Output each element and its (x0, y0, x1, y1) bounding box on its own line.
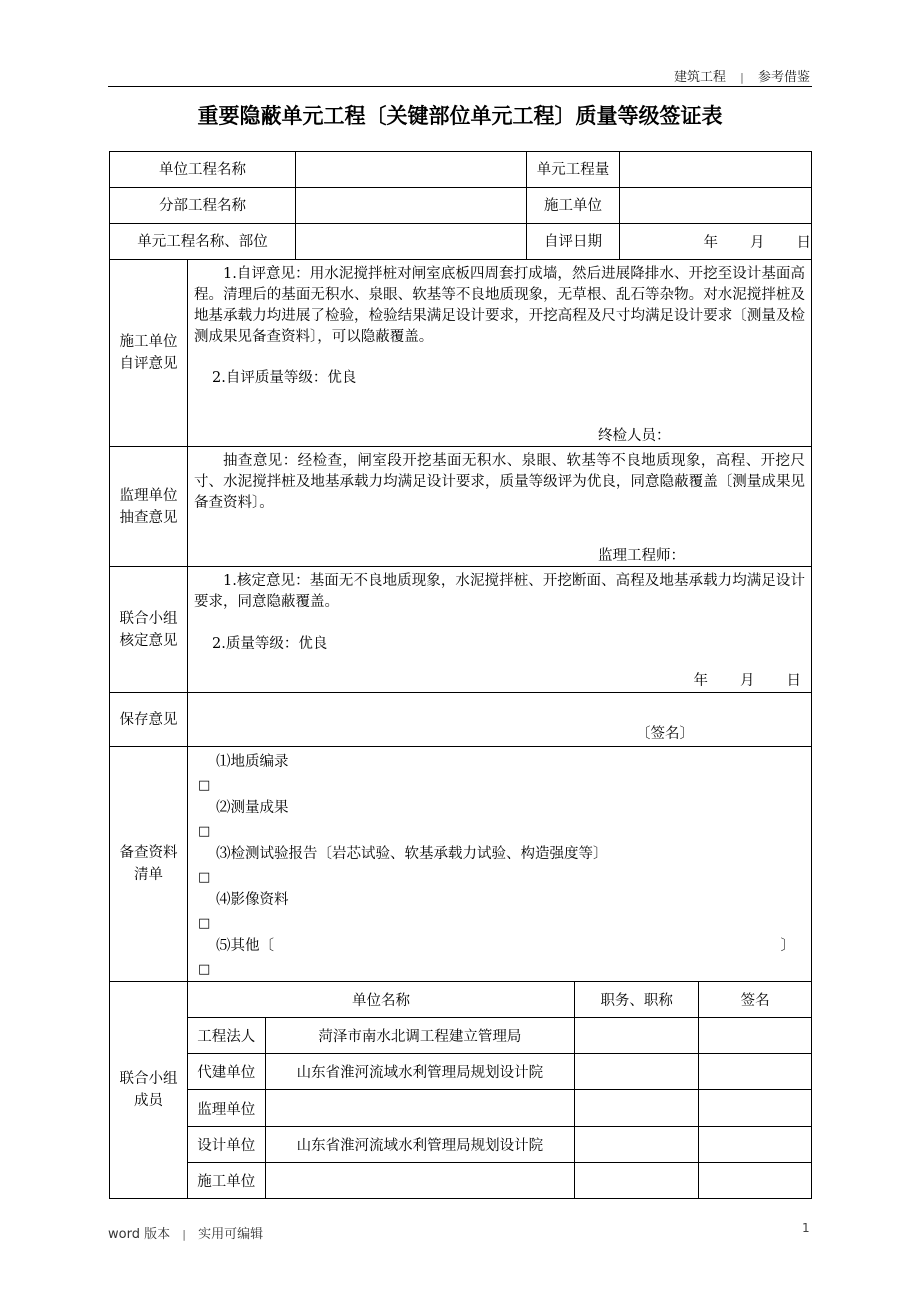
self-eval-opinion: 1.自评意见：用水泥搅拌桩对闸室底板四周套打成墙，然后进展降排水、开挖至设计基面高程。清理后的基面无积水、泉眼、软基等不良地质现象，无草根、乱石等杂物。对水泥搅拌桩及地基承载力均进展了检验，检验结果满足设计要求，开挖高程及尺寸均满足设计要求〔测量及检测成果见备查资料〕，可以隐蔽覆盖。 (194, 266, 805, 345)
member-role: 代建单位 (188, 1054, 265, 1090)
reference-docs-content (188, 747, 812, 982)
construction-unit-value[interactable] (620, 188, 812, 224)
member-position[interactable] (575, 1054, 699, 1090)
doc-item-other-row (198, 935, 811, 958)
reference-docs-row (110, 747, 812, 982)
self-eval-date-value[interactable] (620, 224, 812, 260)
supervisor-signature[interactable]: 监理工程师： (598, 548, 685, 564)
joint-review-row (110, 567, 812, 693)
header-tagline: 参考借鉴 (757, 70, 810, 85)
footer-note: 实用可编辑 (198, 1227, 264, 1242)
date-day: 日 (796, 235, 811, 251)
page-header (674, 66, 810, 85)
member-row (188, 1126, 811, 1162)
member-position[interactable] (575, 1126, 699, 1162)
date-day: 日 (786, 673, 801, 689)
member-signature[interactable] (699, 1054, 811, 1090)
member-role: 设计单位 (188, 1126, 265, 1162)
col-header-signature: 签名 (699, 982, 811, 1018)
member-unit (265, 1162, 574, 1198)
construction-unit-label: 施工单位 (527, 188, 620, 224)
supervision-row (110, 447, 812, 567)
member-unit: 山东省淮河流域水利管理局规划设计院 (265, 1126, 574, 1162)
element-name-location-value[interactable] (296, 224, 527, 260)
self-eval-label: 施工单位自评意见 (110, 260, 188, 447)
members-header-row (188, 982, 811, 1018)
doc-item-other-close: 〕 (780, 938, 795, 954)
self-eval-date-label: 自评日期 (527, 224, 620, 260)
members-row (110, 982, 812, 1199)
joint-review-content (188, 567, 812, 693)
reference-docs-list (188, 747, 811, 981)
member-role: 施工单位 (188, 1162, 265, 1198)
preservation-row (110, 693, 812, 747)
unit-project-name-value[interactable] (296, 152, 527, 188)
member-row (188, 1018, 811, 1054)
member-unit: 菏泽市南水北调工程建立管理局 (265, 1018, 574, 1054)
info-row (110, 152, 812, 188)
member-row (188, 1162, 811, 1198)
member-unit: 山东省淮河流域水利管理局规划设计院 (265, 1054, 574, 1090)
date-year: 年 (703, 235, 718, 251)
preservation-label: 保存意见 (110, 693, 188, 747)
member-role: 工程法人 (188, 1018, 265, 1054)
members-label: 联合小组成员 (110, 982, 188, 1199)
doc-item-geology: ⑴地质编录 (216, 754, 289, 770)
col-header-unit-name: 单位名称 (188, 982, 575, 1018)
doc-checkbox-other[interactable]: □ (198, 962, 211, 977)
header-separator: | (740, 71, 744, 84)
col-header-position: 职务、职称 (575, 982, 699, 1018)
preservation-sign: 〔签名〕 (636, 726, 694, 742)
member-signature[interactable] (699, 1018, 811, 1054)
element-quantity-label: 单元工程量 (527, 152, 620, 188)
supervision-opinion: 抽查意见：经检查，闸室段开挖基面无积水、泉眼、软基等不良地质现象，高程、开挖尺寸、水泥搅拌桩及地基承载力均满足设计要求，质量等级评为优良，同意隐蔽覆盖〔测量成果见备查资料〕。 (194, 453, 805, 511)
info-row (110, 224, 812, 260)
doc-item-survey: ⑵测量成果 (216, 800, 289, 816)
member-signature[interactable] (699, 1126, 811, 1162)
joint-review-opinion: 1.核定意见：基面无不良地质现象，水泥搅拌桩、开挖断面、高程及地基承载力均满足设计要求，同意隐蔽覆盖。 (194, 573, 805, 610)
members-cell (188, 982, 812, 1199)
member-row (188, 1054, 811, 1090)
element-quantity-value[interactable] (620, 152, 812, 188)
member-position[interactable] (575, 1018, 699, 1054)
member-signature[interactable] (699, 1090, 811, 1126)
joint-review-grade: 2.质量等级：优良 (212, 636, 328, 652)
page-footer (108, 1223, 263, 1242)
header-category: 建筑工程 (673, 70, 726, 85)
supervision-label: 监理单位抽查意见 (110, 447, 188, 567)
doc-checkbox-survey[interactable]: □ (198, 824, 211, 839)
sub-project-name-label: 分部工程名称 (110, 188, 296, 224)
doc-item-test-report: ⑶检测试验报告〔岩芯试验、软基承载力试验、构造强度等〕 (216, 846, 608, 862)
member-position[interactable] (575, 1090, 699, 1126)
joint-review-label: 联合小组核定意见 (110, 567, 188, 693)
preservation-content[interactable] (188, 693, 812, 747)
doc-checkbox-test-report[interactable]: □ (198, 870, 211, 885)
joint-review-date[interactable] (694, 669, 802, 690)
members-table (188, 982, 811, 1198)
document-title: 重要隐蔽单元工程〔关键部位单元工程〕质量等级签证表 (197, 104, 723, 128)
header-rule (108, 86, 812, 87)
self-eval-content (188, 260, 812, 447)
member-position[interactable] (575, 1162, 699, 1198)
doc-checkbox-images[interactable]: □ (198, 916, 211, 931)
footer-separator: | (182, 1228, 186, 1241)
doc-item-other: ⑸其他〔 (216, 938, 274, 954)
reference-docs-label: 备查资料清单 (110, 747, 188, 982)
date-year: 年 (693, 673, 708, 689)
doc-checkbox-geology[interactable]: □ (198, 778, 211, 793)
info-row (110, 188, 812, 224)
supervision-content (188, 447, 812, 567)
element-name-location-label: 单元工程名称、部位 (110, 224, 296, 260)
date-month: 月 (750, 235, 765, 251)
final-inspector-signature[interactable]: 终检人员： (598, 428, 671, 444)
member-unit (265, 1090, 574, 1126)
self-eval-grade: 2.自评质量等级：优良 (212, 370, 357, 386)
doc-item-images: ⑷影像资料 (216, 892, 289, 908)
self-eval-row (110, 260, 812, 447)
page-number: 1 (802, 1221, 810, 1235)
footer-format: word 版本 (108, 1227, 171, 1242)
sub-project-name-value[interactable] (296, 188, 527, 224)
unit-project-name-label: 单位工程名称 (110, 152, 296, 188)
member-role: 监理单位 (188, 1090, 265, 1126)
member-row (188, 1090, 811, 1126)
date-month: 月 (740, 673, 755, 689)
quality-signoff-table (109, 151, 812, 1199)
member-signature[interactable] (699, 1162, 811, 1198)
